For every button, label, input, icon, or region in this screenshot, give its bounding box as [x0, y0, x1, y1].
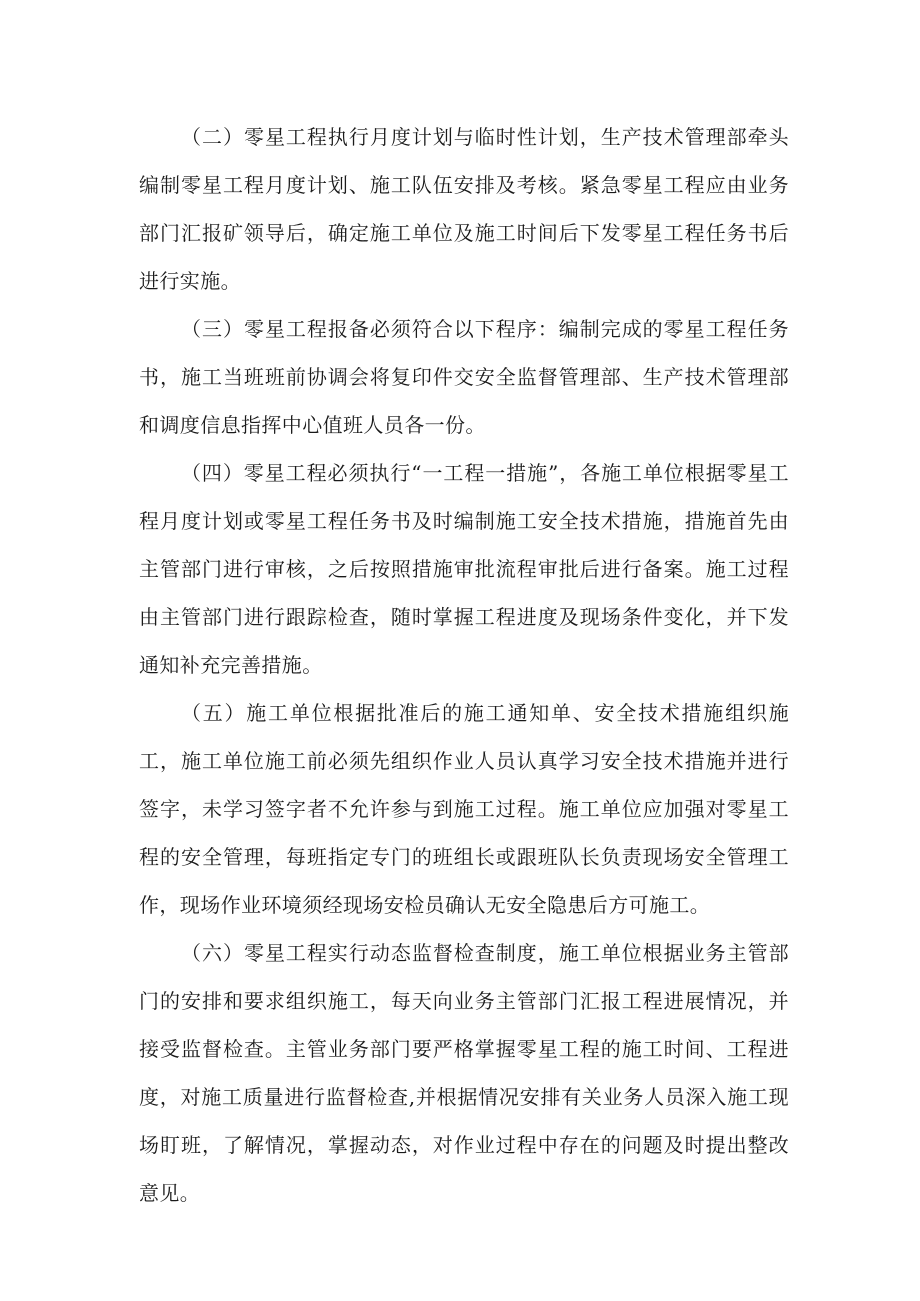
paragraph-5: （五）施工单位根据批准后的施工通知单、安全技术措施组织施工，施工单位施工前必须先组织作业人员认真学习安全技术措施并进行签字，未学习签字者不允许参与到施工过程。施工单位应加强对零星工程的安全管理，每班指定专门的班组长或跟班队长负责现场安全管理工作，现场作业环境须经现场安检员确认无安全隐患后方可施工。 — [139, 701, 789, 917]
paragraph-6: （六）零星工程实行动态监督检查制度，施工单位根据业务主管部门的安排和要求组织施工，每天向业务主管部门汇报工程进展情况，并接受监督检查。主管业务部门要严格掌握零星工程的施工时间、工程进度，对施工质量进行监督检查,并根据情况安排有关业务人员深入施工现场盯班，了解情况，掌握动态，对作业过程中存在的问题及时提出整改意见。 — [139, 941, 789, 1205]
paragraph-2: （二）零星工程执行月度计划与临时性计划，生产技术管理部牵头编制零星工程月度计划、施工队伍安排及考核。紧急零星工程应由业务部门汇报矿领导后，确定施工单位及施工时间后下发零星工程任务书后进行实施。 — [139, 125, 789, 293]
paragraph-3: （三）零星工程报备必须符合以下程序：编制完成的零星工程任务书，施工当班班前协调会将复印件交安全监督管理部、生产技术管理部和调度信息指挥中心值班人员各一份。 — [139, 317, 789, 437]
document-body — [139, 113, 789, 1217]
paragraph-4: （四）零星工程必须执行“一工程一措施”，各施工单位根据零星工程月度计划或零星工程任务书及时编制施工安全技术措施，措施首先由主管部门进行审核，之后按照措施审批流程审批后进行备案。施工过程由主管部门进行跟踪检查，随时掌握工程进度及现场条件变化，并下发通知补充完善措施。 — [139, 461, 789, 677]
